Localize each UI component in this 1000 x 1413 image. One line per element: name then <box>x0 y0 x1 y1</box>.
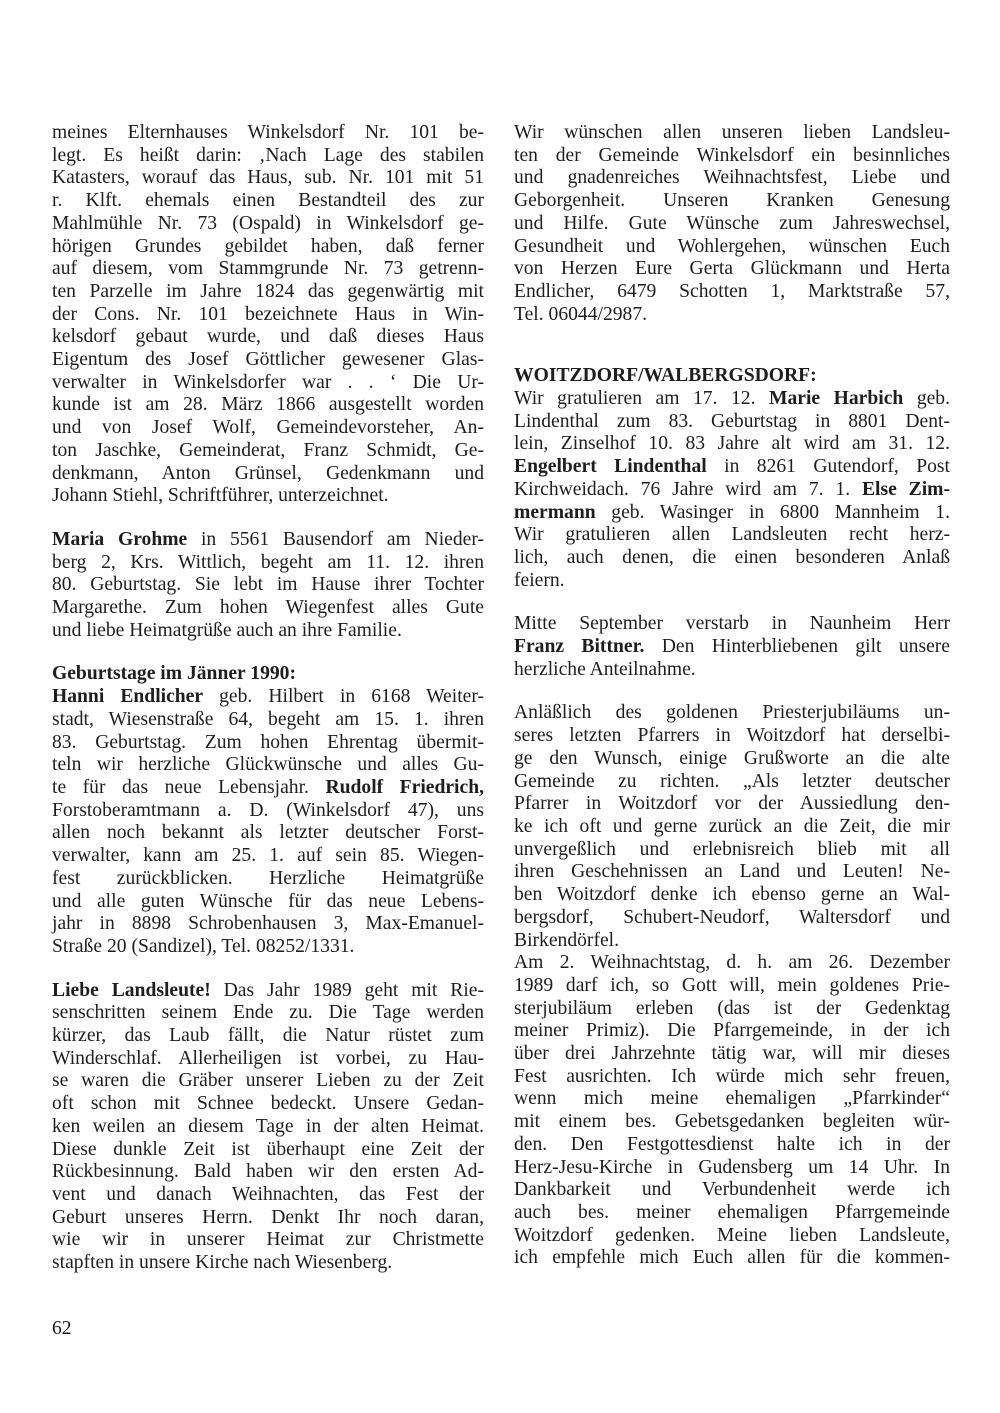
text-line: r. Klft. ehemals einen Bestandteil des zur <box>52 190 484 212</box>
paragraph-birthdays-january <box>52 686 484 958</box>
text-line: se waren die Gräber unserer Lieben zu der Zeit <box>52 1070 484 1092</box>
paragraph-woitzdorf-birthdays <box>514 388 950 592</box>
text-line: und von Josef Wolf, Gemeindevorsteher, An- <box>52 417 484 439</box>
text-line: Diese dunkle Zeit ist überhaupt eine Zeit der <box>52 1138 484 1160</box>
paragraph-maria-grohme <box>52 529 484 643</box>
text-line: Winderschlaf. Allerheiligen ist vorbei, zu Hau- <box>52 1047 484 1069</box>
text-line: den. Den Festgottesdienst halte ich in der <box>514 1133 950 1155</box>
text-line: Wir gratulieren allen Landsleuten recht herz- <box>514 524 950 546</box>
text-run: in 5561 Bausendorf am Nieder- <box>187 528 485 550</box>
bold-name: Rudolf Friedrich, <box>325 776 484 798</box>
paragraph-jubilee-celebration <box>514 952 950 1270</box>
paragraph-elternhaus-document <box>52 122 484 508</box>
text-line: ton Jaschke, Gemeinderat, Franz Schmidt, Ge- <box>52 439 484 461</box>
text-line: meiner Primiz). Die Pfarrgemeinde, in der ich <box>514 1020 950 1042</box>
text-line: Lindenthal zum 83. Geburtstag in 8801 Dent- <box>514 410 950 432</box>
text-line: Geburtstage im Jänner 1990: <box>52 663 296 685</box>
text-line: und alle guten Wünsche für das neue Lebens- <box>52 890 484 912</box>
text-line: Woitzdorf gedenken. Meine lieben Landsleute, <box>514 1224 950 1246</box>
bold-name: Hanni Endlicher <box>52 686 204 708</box>
text-line: Geborgenheit. Unseren Kranken Genesung <box>514 190 950 212</box>
text-line: denkmann, Anton Grünsel, Gedenkmann und <box>52 462 484 484</box>
text-run: geb. Hilbert in 6168 Weiter- <box>203 686 484 708</box>
heading-woitzdorf-walbergsdorf <box>514 365 950 388</box>
text-line <box>52 529 484 552</box>
text-line: teln wir herzliche Glückwünsche und alles Gu- <box>52 754 484 776</box>
text-line: jahr in 8898 Schrobenhausen 3, Max-Emanuel- <box>52 913 484 935</box>
text-line: mit einem bes. Gebetsgedanken begleiten wür- <box>514 1111 950 1133</box>
text-line <box>514 456 950 479</box>
bold-name: Else Zim- <box>861 478 951 500</box>
text-line: stadt, Wiesenstraße 64, begeht am 15. 1. ihren <box>52 708 484 730</box>
text-line: ben Woitzdorf denke ich ebenso gerne an Wal- <box>514 884 950 906</box>
left-column <box>52 122 484 1275</box>
text-line: Mitte September verstarb in Naunheim Herr <box>514 613 950 635</box>
text-line: unvergeßlich und erlebnisreich blieb mit all <box>514 838 950 860</box>
heading-birthdays-january-1990 <box>52 663 484 686</box>
text-line: ten der Gemeinde Winkelsdorf ein besinnliches <box>514 144 950 166</box>
text-line: auf diesem, vom Stammgrunde Nr. 73 getrenn- <box>52 258 484 280</box>
text-line: 80. Geburtstag. Sie lebt im Hause ihrer Tochter <box>52 574 484 596</box>
text-line: Rückbesinnung. Bald haben wir den ersten Ad- <box>52 1161 484 1183</box>
text-line <box>514 636 950 659</box>
text-line: und liebe Heimatgrüße auch an ihre Familie. <box>52 619 402 641</box>
text-line: von Herzen Eure Gerta Glückmann und Herta <box>514 258 950 280</box>
text-line: senschritten seinem Ende zu. Die Tage werden <box>52 1002 484 1024</box>
text-line: Gemeinde zu richten. „Als letzter deutscher <box>514 770 950 792</box>
text-line: seres letzten Pfarrers in Woitzdorf hat derselbi- <box>514 725 950 747</box>
bold-name: Engelbert Lindenthal <box>514 456 707 478</box>
text-line: vent und danach Weihnachten, das Fest der <box>52 1183 484 1205</box>
text-line: Margarethe. Zum hohen Wiegenfest alles Gute <box>52 597 484 619</box>
paragraph-priest-jubilee <box>514 702 950 952</box>
text-line: allen noch bekannt als letzter deutscher Forst- <box>52 822 484 844</box>
text-line: Mahlmühle Nr. 73 (Ospald) in Winkelsdorf ge- <box>52 212 484 234</box>
paragraph-christmas-greetings <box>514 122 950 326</box>
text-line: hörigen Grundes gebildet haben, daß ferner <box>52 235 484 257</box>
text-line <box>514 479 950 502</box>
text-line <box>52 686 484 709</box>
text-line: 1989 darf ich, so Gott will, mein goldenes Prie- <box>514 974 950 996</box>
text-line: Tel. 06044/2987. <box>514 303 648 325</box>
page-number: 62 <box>52 1318 72 1339</box>
text-line: wenn mich meine ehemaligen „Pfarrkinder“ <box>514 1088 950 1110</box>
text-line: Johann Stiehl, Schriftführer, unterzeichnet. <box>52 485 389 507</box>
text-line: berg 2, Krs. Wittlich, begeht am 11. 12. ihren <box>52 551 484 573</box>
text-line: und gnadenreiches Weihnachtsfest, Liebe und <box>514 167 950 189</box>
text-line: legt. Es heißt darin: ‚Nach Lage des stabilen <box>52 144 484 166</box>
text-line <box>52 777 484 800</box>
text-run: geb. <box>903 388 951 410</box>
bold-name: mermann <box>514 501 596 523</box>
text-run: in 8261 Gutendorf, Post <box>706 456 950 478</box>
text-line: Pfarrer in Woitzdorf vor der Aussiedlung den- <box>514 793 950 815</box>
text-line: Gesundheit und Wohlergehen, wünschen Euch <box>514 235 950 257</box>
text-line: kelsdorf gebaut wurde, und daß dieses Haus <box>52 326 484 348</box>
text-line: wie wir in unserer Heimat zur Christmette <box>52 1229 484 1251</box>
text-line: kürzer, das Laub fällt, die Natur rüstet zum <box>52 1025 484 1047</box>
text-line: bergsdorf, Schubert-Neudorf, Waltersdorf und <box>514 906 950 928</box>
paragraph-liebe-landsleute <box>52 980 484 1275</box>
bold-name: Franz Bittner. <box>514 636 645 658</box>
text-line: verwalter, kann am 25. 1. auf sein 85. Wiegen- <box>52 845 484 867</box>
text-line: Straße 20 (Sandizel), Tel. 08252/1331. <box>52 935 355 957</box>
text-line: 83. Geburtstag. Zum hohen Ehrentag übermit- <box>52 731 484 753</box>
text-line: Anläßlich des goldenen Priesterjubiläums un- <box>514 702 950 724</box>
text-line <box>514 388 950 411</box>
text-line: Endlicher, 6479 Schotten 1, Marktstraße 57, <box>514 280 950 302</box>
text-run: geb. Wasinger in 6800 Mannheim 1. <box>595 501 950 523</box>
text-line: Fest ausrichten. Ich würde mich sehr freuen, <box>514 1065 950 1087</box>
text-line: Eigentum des Josef Göttlicher gewesener Glas- <box>52 349 484 371</box>
text-line: WOITZDORF/WALBERGSDORF: <box>514 365 817 387</box>
text-line: oft schon mit Schnee bedeckt. Unsere Gedan- <box>52 1093 484 1115</box>
text-line: Dankbarkeit und Verbundenheit werde ich <box>514 1179 950 1201</box>
text-run: Kirchweidach. 76 Jahre wird am 7. 1. <box>514 478 862 500</box>
text-line: der Cons. Nr. 101 bezeichnete Haus in Win- <box>52 303 484 325</box>
text-line <box>52 980 484 1003</box>
text-run: Den Hinterbliebenen gilt unsere <box>644 636 950 658</box>
text-line: über drei Jahrzehnte tätig war, will mir dieses <box>514 1043 950 1065</box>
bold-name: Marie Harbich <box>769 388 904 410</box>
text-line: meines Elternhauses Winkelsdorf Nr. 101 be- <box>52 122 484 143</box>
text-line: stapften in unsere Kirche nach Wiesenberg. <box>52 1252 393 1274</box>
text-line: Herz-Jesu-Kirche in Gudensberg um 14 Uhr. In <box>514 1156 950 1178</box>
text-line: ich empfehle mich Euch allen für die kommen- <box>514 1247 950 1269</box>
text-line: und Hilfe. Gute Wünsche zum Jahreswechsel, <box>514 212 950 234</box>
text-run: Das Jahr 1989 geht mit Rie- <box>210 979 484 1001</box>
text-run: te für das neue Lebensjahr. <box>52 776 326 798</box>
text-line: lich, auch denen, die einen besonderen Anlaß <box>514 546 950 568</box>
text-line: herzliche Anteilnahme. <box>514 658 696 680</box>
text-line: Forstoberamtmann a. D. (Winkelsdorf 47), uns <box>52 799 484 821</box>
text-line: ten Parzelle im Jahre 1824 das gegenwärtig mit <box>52 280 484 302</box>
text-line: ken weilen an diesem Tage in der alten Heimat. <box>52 1115 484 1137</box>
text-line <box>514 502 950 525</box>
bold-name: Maria Grohme <box>52 528 188 550</box>
text-run: Wir gratulieren am 17. 12. <box>514 388 769 410</box>
text-line: ge den Wunsch, einige Grußworte an die alte <box>514 747 950 769</box>
text-line: ihren Geschehnissen an Land und Leuten! Ne- <box>514 861 950 883</box>
text-line: ke ich oft und gerne zurück an die Zeit, die mir <box>514 815 950 837</box>
text-line: Birkendörfel. <box>514 929 620 951</box>
text-line: Wir wünschen allen unseren lieben Landsleu- <box>514 122 950 143</box>
text-line: auch bes. meiner ehemaligen Pfarrgemeinde <box>514 1201 950 1223</box>
text-line: feiern. <box>514 569 565 591</box>
bold-name: Liebe Landsleute! <box>52 979 211 1001</box>
text-line: Am 2. Weihnachtstag, d. h. am 26. Dezember <box>514 952 950 974</box>
right-column <box>514 122 950 1270</box>
text-line: lein, Zinselhof 10. 83 Jahre alt wird am 31. 12. <box>514 433 950 455</box>
text-line: fest zurückblicken. Herzliche Heimatgrüße <box>52 867 484 889</box>
text-line: Katasters, worauf das Haus, sub. Nr. 101 mit 51 <box>52 167 484 189</box>
text-line: kunde ist am 28. März 1866 ausgestellt worden <box>52 394 484 416</box>
paragraph-obituary <box>514 613 950 681</box>
text-line: Geburt unseres Herrn. Denkt Ihr noch daran, <box>52 1206 484 1228</box>
text-line: verwalter in Winkelsdorfer war . . ‘ Die Ur- <box>52 371 484 393</box>
text-line: sterjubiläum erleben (das ist der Gedenktag <box>514 997 950 1019</box>
